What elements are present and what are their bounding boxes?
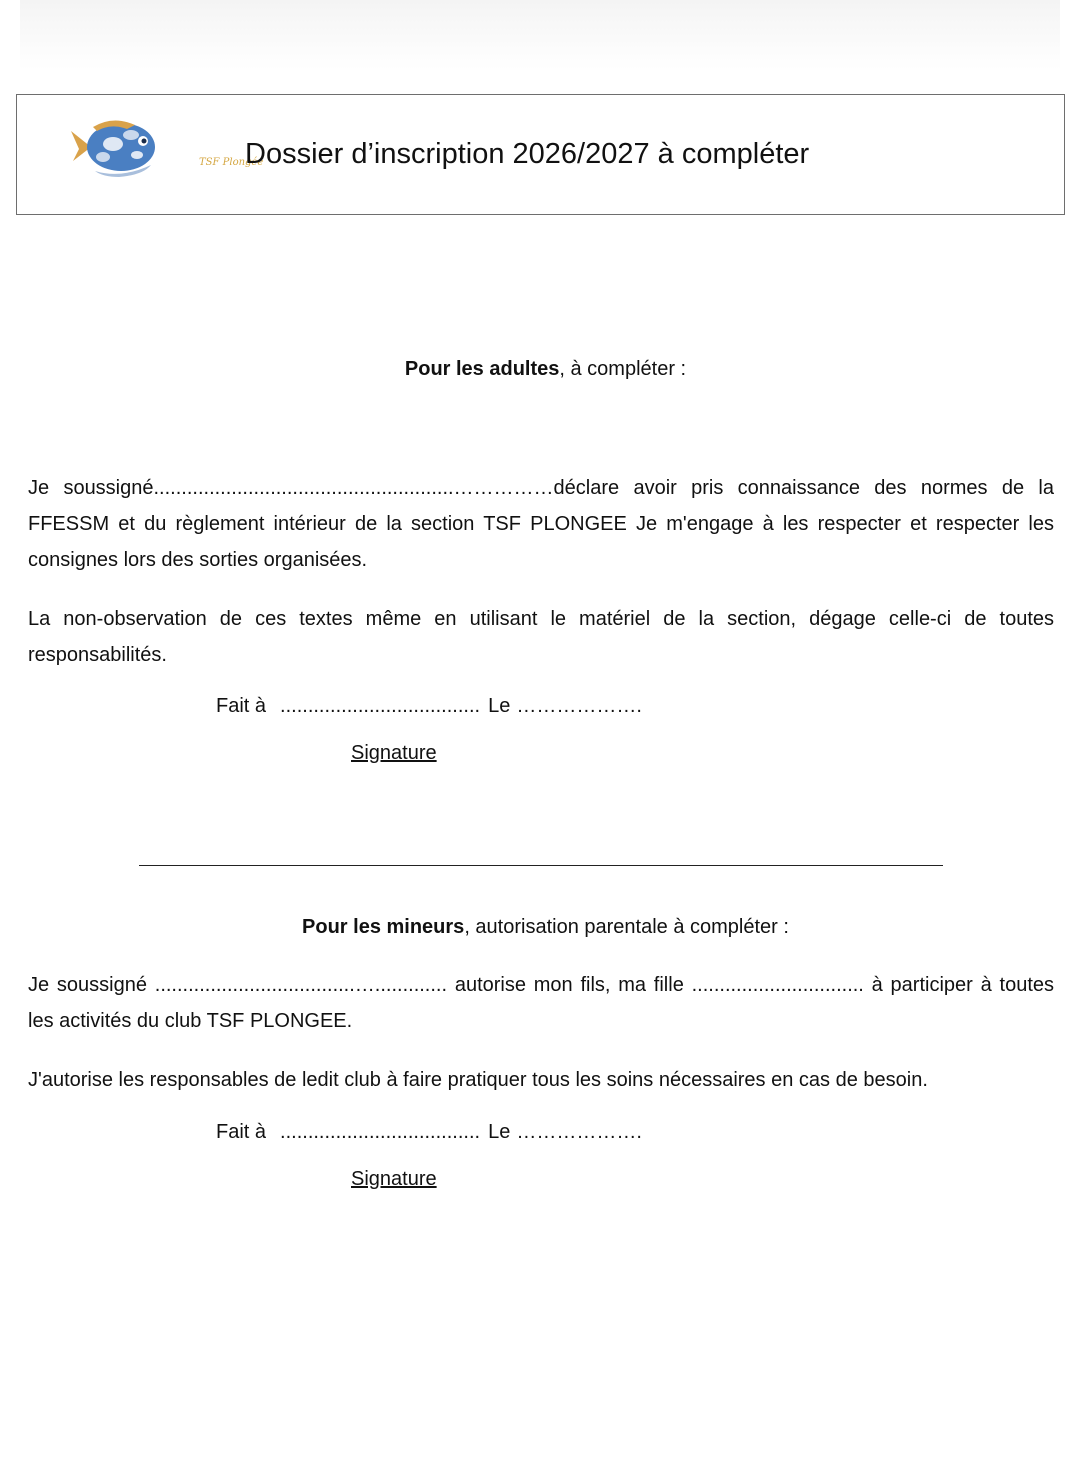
date-field[interactable]: ………………. [516, 1121, 642, 1143]
minors-place-date-line [216, 1121, 642, 1144]
adults-place-date-line [216, 695, 642, 718]
adults-signature-label: Signature [351, 742, 437, 764]
logo-text: TSF Plongée [199, 157, 264, 168]
fait-label: Fait à [216, 695, 267, 717]
fish-logo-icon [65, 117, 264, 187]
header-box [16, 94, 1065, 215]
section-divider [139, 865, 943, 866]
document-title: Dossier d’inscription 2026/2027 à compléter [245, 138, 810, 170]
minors-heading [0, 916, 1091, 939]
minors-heading-bold: Pour les mineurs [302, 916, 465, 938]
adults-heading [0, 358, 1091, 381]
minors-care-paragraph: J'autorise les responsables de ledit club à faire pratiquer tous les soins nécessaires en cas de besoin. [28, 1069, 928, 1091]
date-field[interactable]: ………………. [516, 695, 642, 717]
fait-label: Fait à [216, 1121, 267, 1143]
place-field[interactable]: .................................... [280, 1121, 481, 1143]
adults-responsibility-paragraph: La non-observation de ces textes même en utilisant le matériel de la section, dégage celle-ci de toutes responsabilités. [28, 608, 1054, 666]
adults-declaration-paragraph: Je soussigné......................................................……………déclare avoir pris connaissance des normes de la FFESSM et du règlement intérieur de la section TSF PLONGEE Je m'engage à les respecter et respecter les consignes lors des sorties organisées. [28, 477, 1054, 571]
place-field[interactable]: .................................... [280, 695, 481, 717]
le-label: Le [488, 695, 511, 717]
adults-heading-bold: Pour les adultes [404, 358, 560, 380]
minors-signature-label: Signature [351, 1168, 437, 1190]
minors-heading-rest: , autorisation parentale à compléter : [464, 916, 789, 938]
minors-authorization-paragraph: Je soussigné ....................................…............. autorise mon fils, ma fille ............................... à participer à toutes les activités du club TSF PLONGEE. [28, 974, 1054, 1032]
adults-heading-rest: , à compléter : [559, 358, 687, 380]
le-label: Le [488, 1121, 511, 1143]
top-shadow [20, 0, 1060, 70]
